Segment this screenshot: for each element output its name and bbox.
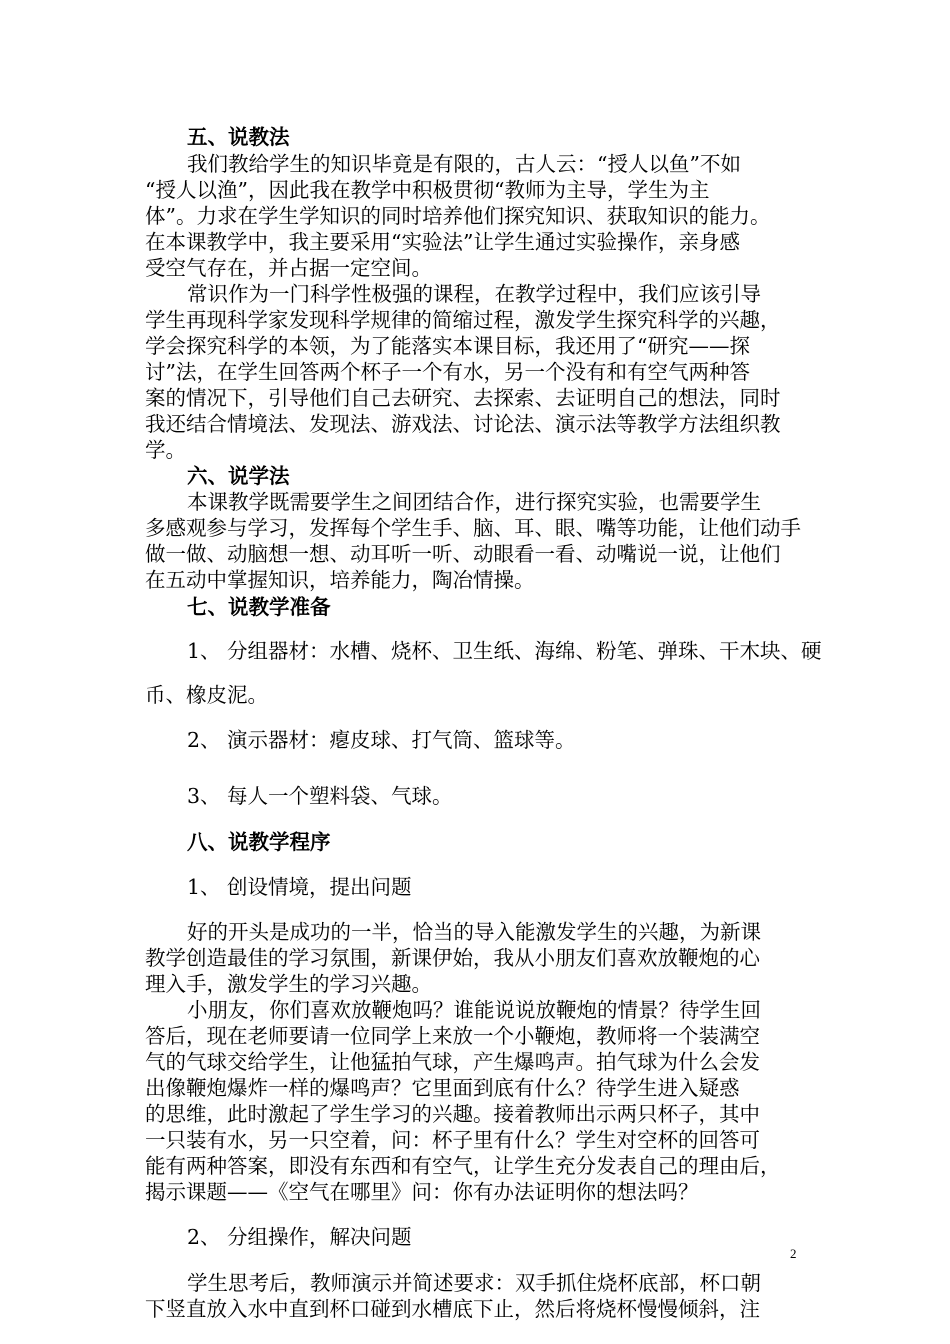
page-number: 2 <box>790 1246 797 1261</box>
paragraph-line: 下竖直放入水中直到杯口碰到水槽底下止，然后将烧杯慢慢倾斜，注 <box>145 1297 760 1321</box>
paragraph-line: 学会探究科学的本领，为了能落实本课目标，我还用了“研究——探 <box>145 334 750 358</box>
paragraph-line: 讨”法，在学生回答两个杯子一个有水，另一个没有和有空气两种答 <box>145 360 750 384</box>
list-item-continuation: 币、橡皮泥。 <box>145 683 268 707</box>
section-heading-procedure: 八、说教学程序 <box>187 830 331 854</box>
paragraph-line: 一只装有水，另一只空着，问：杯子里有什么？学生对空杯的回答可 <box>145 1128 760 1152</box>
paragraph-line: 出像鞭炮爆炸一样的爆鸣声？它里面到底有什么？待学生进入疑惑 <box>145 1076 740 1100</box>
paragraph-line: 学。 <box>145 438 186 462</box>
paragraph-line: 我们教给学生的知识毕竟是有限的，古人云：“授人以鱼”不如 <box>187 152 741 176</box>
paragraph-line: 案的情况下，引导他们自己去研究、去探索、去证明自己的想法，同时 <box>145 386 781 410</box>
paragraph-line: 我还结合情境法、发现法、游戏法、讨论法、演示法等教学方法组织教 <box>145 412 781 436</box>
paragraph-line: 在本课教学中，我主要采用“实验法”让学生通过实验操作，亲身感 <box>145 230 740 254</box>
paragraph-line: 在五动中掌握知识，培养能力，陶冶情操。 <box>145 568 535 592</box>
paragraph-line: 能有两种答案，即没有东西和有空气，让学生充分发表自己的理由后， <box>145 1154 781 1178</box>
paragraph-line: 常识作为一门科学性极强的课程，在教学过程中，我们应该引导 <box>187 282 761 306</box>
paragraph-line: 小朋友，你们喜欢放鞭炮吗？谁能说说放鞭炮的情景？待学生回 <box>187 998 761 1022</box>
list-item: 2、 演示器材：瘪皮球、打气筒、篮球等。 <box>187 728 576 752</box>
paragraph-line: 教学创造最佳的学习氛围，新课伊始，我从小朋友们喜欢放鞭炮的心 <box>145 946 760 970</box>
paragraph-line: 本课教学既需要学生之间团结合作，进行探究实验，也需要学生 <box>187 490 761 514</box>
paragraph-line: 揭示课题——《空气在哪里》问：你有办法证明你的想法吗？ <box>145 1180 699 1204</box>
list-item: 1、 分组器材：水槽、烧杯、卫生纸、海绵、粉笔、弹珠、干木块、硬 <box>187 639 822 663</box>
section-heading-learning-method: 六、说学法 <box>187 464 290 488</box>
section-heading-preparation: 七、说教学准备 <box>187 595 331 619</box>
section-heading-teaching-method: 五、说教法 <box>187 125 290 149</box>
paragraph-line: 学生再现科学家发现科学规律的简缩过程，激发学生探究科学的兴趣， <box>145 308 781 332</box>
paragraph-line: 体”。力求在学生学知识的同时培养他们探究知识、获取知识的能力。 <box>145 204 771 228</box>
paragraph-line: 学生思考后，教师演示并简述要求：双手抓住烧杯底部，杯口朝 <box>187 1271 761 1295</box>
paragraph-line: 好的开头是成功的一半，恰当的导入能激发学生的兴趣，为新课 <box>187 920 761 944</box>
paragraph-line: 答后，现在老师要请一位同学上来放一个小鞭炮，教师将一个装满空 <box>145 1024 760 1048</box>
paragraph-line: 做一做、动脑想一想、动耳听一听、动眼看一看、动嘴说一说，让他们 <box>145 542 781 566</box>
paragraph-line: 受空气存在，并占据一定空间。 <box>145 256 432 280</box>
paragraph-line: 多感观参与学习，发挥每个学生手、脑、耳、眼、嘴等功能，让他们动手 <box>145 516 801 540</box>
list-item: 3、 每人一个塑料袋、气球。 <box>187 784 453 808</box>
paragraph-line: “授人以渔”，因此我在教学中积极贯彻“教师为主导，学生为主 <box>145 178 710 202</box>
list-item: 2、 分组操作，解决问题 <box>187 1225 412 1249</box>
paragraph-line: 的思维，此时激起了学生学习的兴趣。接着教师出示两只杯子，其中 <box>145 1102 760 1126</box>
paragraph-line: 气的气球交给学生，让他猛拍气球，产生爆鸣声。拍气球为什么会发 <box>145 1050 760 1074</box>
paragraph-line: 理入手，激发学生的学习兴趣。 <box>145 972 432 996</box>
list-item: 1、 创设情境，提出问题 <box>187 875 412 899</box>
